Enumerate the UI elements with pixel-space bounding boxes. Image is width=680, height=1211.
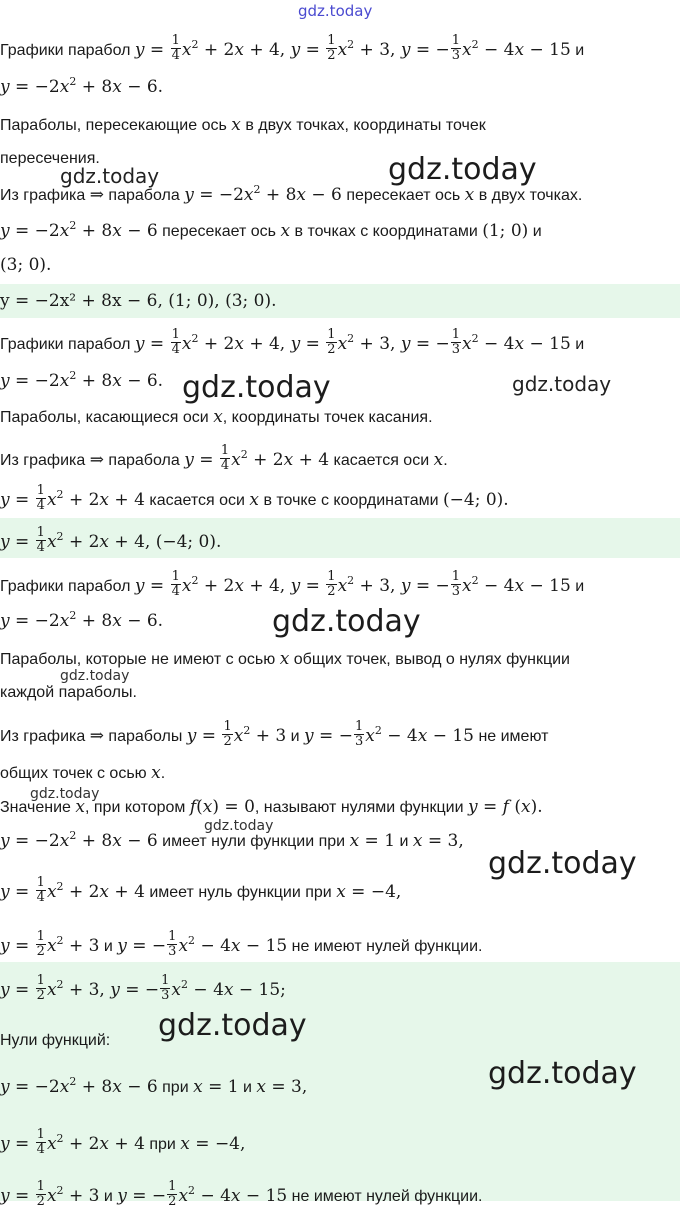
section3-heading-cont: каждой параболы. — [0, 684, 137, 701]
watermark-text: gdz.today — [272, 604, 421, 639]
watermark-text: gdz.today — [488, 1056, 637, 1091]
section1-detail-cont: (3; 0). — [0, 255, 52, 275]
graphs-list-1: Графики парабол y = $\frac{1}{4}$ $x^2 + 2x + 4$, y = $\frac{1}{2}$ $x^2 + 3$, y = − $\frac{1}{3}$ $x^2 - 4x - 15$ и — [0, 33, 585, 63]
graphs-list-1-cont: $y = -2x^2 + 8x - 6$. — [0, 75, 164, 97]
watermark-text: gdz.today — [60, 668, 130, 684]
section1-detail: $y = -2x^2 + 8x - 6$ пересекает ось x в точках с координатами (1; 0) и — [0, 219, 542, 241]
watermark-text: gdz.today — [30, 786, 100, 802]
section1-conclusion: Из графика ⇒ парабола $y = -2x^2 + 8x - 6$ пересекает ось x в двух точках. — [0, 183, 583, 205]
section1-heading: Параболы, пересекающие ось x в двух точках, координаты точек — [0, 115, 486, 135]
section1-heading-cont: пересечения. — [0, 150, 100, 167]
section3-conclusion-cont: общих точек с осью x. — [0, 763, 166, 783]
answer-zeros-2: y = $\frac{1}{4}$ $x^2 + 2x + 4$ при x = −4, — [0, 1127, 246, 1157]
graphs-list-3-cont: $y = -2x^2 + 8x - 6$. — [0, 609, 164, 631]
section2-answer: y = $\frac{1}{4}$ $x^2 + 2x + 4$, (−4; 0). — [0, 525, 222, 555]
watermark-text: gdz.today — [488, 846, 637, 881]
graphs-list-3: Графики парабол y = $\frac{1}{4}$ $x^2 + 2x + 4$, y = $\frac{1}{2}$ $x^2 + 3$, y = − $\frac{1}{3}$ $x^2 - 4x - 15$ и — [0, 569, 585, 599]
watermark-text: gdz.today — [204, 818, 274, 834]
zeros-heading: Нули функций: — [0, 1032, 111, 1049]
watermark-text: gdz.today — [298, 2, 373, 20]
graphs-list-2-cont: $y = -2x^2 + 8x - 6$. — [0, 369, 164, 391]
section2-detail: y = $\frac{1}{4}$ $x^2 + 2x + 4$ касается оси x в точке с координатами (−4; 0). — [0, 483, 509, 513]
answer-zeros-3: y = $\frac{1}{2}$ $x^2 + 3$ и y = − $\frac{1}{2}$ $x^2 - 4x - 15$ не имеют нулей функции. — [0, 1179, 483, 1209]
answer-zeros-1: $y = -2x^2 + 8x - 6$ при x = 1 и x = 3, — [0, 1075, 308, 1097]
zeros-parabolas-3-4: y = $\frac{1}{2}$ $x^2 + 3$ и y = − $\frac{1}{3}$ $x^2 - 4x - 15$ не имеют нулей функции. — [0, 929, 483, 959]
watermark-text: gdz.today — [388, 152, 537, 187]
watermark-text: gdz.today — [512, 372, 612, 396]
section2-conclusion: Из графика ⇒ парабола y = $\frac{1}{4}$ $x^2 + 2x + 4$ касается оси x. — [0, 443, 448, 473]
section2-heading: Параболы, касающиеся оси x, координаты точек касания. — [0, 407, 433, 427]
zeros-parabola-2: y = $\frac{1}{4}$ $x^2 + 2x + 4$ имеет нуль функции при x = −4, — [0, 875, 402, 905]
graphs-list-2: Графики парабол y = $\frac{1}{4}$ $x^2 + 2x + 4$, y = $\frac{1}{2}$ $x^2 + 3$, y = − $\frac{1}{3}$ $x^2 - 4x - 15$ и — [0, 327, 585, 357]
watermark-text: gdz.today — [60, 164, 160, 188]
section3-conclusion: Из графика ⇒ параболы y = $\frac{1}{2}$ $x^2 + 3$ и y = − $\frac{1}{3}$ $x^2 - 4x - 15$ не имеют — [0, 719, 549, 749]
zeros-definition: Значение x, при котором f(x) = 0, называют нулями функции y = f (x). — [0, 797, 543, 817]
zeros-parabola-1: $y = -2x^2 + 8x - 6$ имеет нули функции при x = 1 и x = 3, — [0, 829, 464, 851]
watermark-text: gdz.today — [182, 370, 331, 405]
section1-answer: y = −2x² + 8x − 6, (1; 0), (3; 0). — [0, 291, 277, 311]
watermark-text: gdz.today — [158, 1008, 307, 1043]
section3-heading: Параболы, которые не имеют с осью x общих точек, вывод о нулях функции — [0, 649, 570, 669]
section3-answer-parabolas: y = $\frac{1}{2}$ $x^2 + 3$, y = − $\frac{1}{3}$ $x^2 - 4x - 15$; — [0, 973, 286, 1003]
